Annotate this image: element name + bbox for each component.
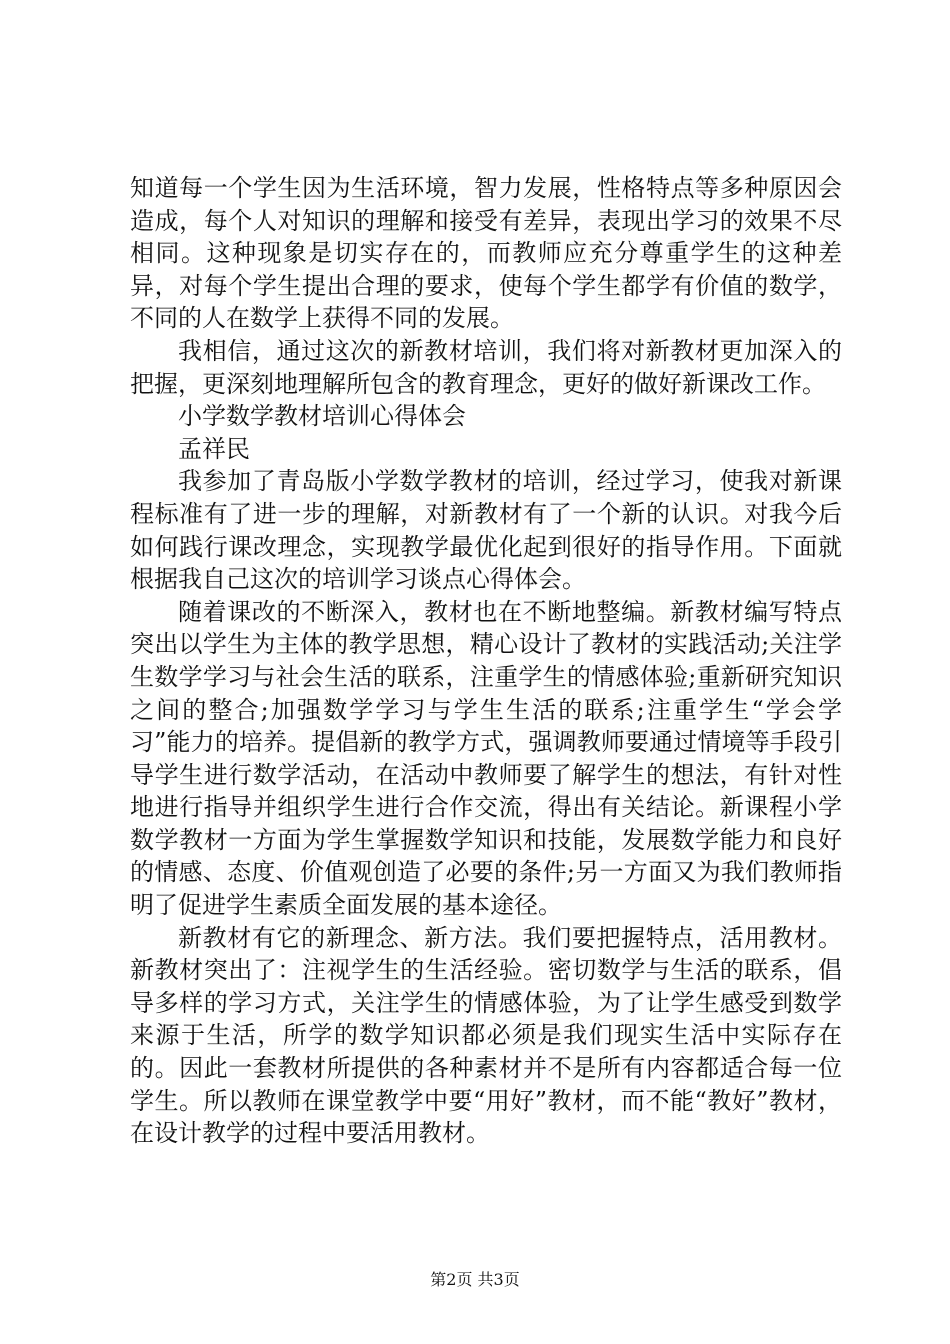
document-body: [130, 172, 842, 1150]
author-name: 孟祥民: [178, 434, 250, 463]
page-footer: 第2页 共3页: [430, 1270, 520, 1289]
paragraph-1: 知道每一个学生因为生活环境，智力发展，性格特点等多种原因会造成，每个人对知识的理解和接受有差异，表现出学习的效果不尽相同。这种现象是切实存在的，而教师应充分尊重学生的这种差异，对每个学生提出合理的要求，使每个学生都学有价值的数学，不同的人在数学上获得不同的发展。: [130, 174, 842, 333]
paragraph-4: 随着课改的不断深入，教材也在不断地整编。新教材编写特点突出以学生为主体的教学思想，精心设计了教材的实践活动;关注学生数学学习与社会生活的联系，注重学生的情感体验;重新研究知识之间的整合;加强数学学习与学生生活的联系;注重学生“学会学习”能力的培养。提倡新的教学方式，强调教师要通过情境等手段引导学生进行数学活动，在活动中教师要了解学生的想法，有针对性地进行指导并组织学生进行合作交流，得出有关结论。新课程小学数学教材一方面为学生掌握数学知识和技能，发展数学能力和良好的情感、态度、价值观创造了必要的条件;另一方面又为我们教师指明了促进学生素质全面发展的基本途径。: [130, 597, 842, 920]
paragraph-3: 我参加了青岛版小学数学教材的培训，经过学习，使我对新课程标准有了进一步的理解，对新教材有了一个新的认识。对我今后如何践行课改理念，实现教学最优化起到很好的指导作用。下面就根据我自己这次的培训学习谈点心得体会。: [130, 467, 842, 594]
section-title: 小学数学教材培训心得体会: [178, 402, 466, 431]
paragraph-5: 新教材有它的新理念、新方法。我们要把握特点，活用教材。新教材突出了：注视学生的生活经验。密切数学与生活的联系，倡导多样的学习方式，关注学生的情感体验，为了让学生感受到数学来源于生活，所学的数学知识都必须是我们现实生活中实际存在的。因此一套教材所提供的各种素材并不是所有内容都适合每一位学生。所以教师在课堂教学中要“用好”教材，而不能“教好”教材，在设计教学的过程中要活用教材。: [130, 923, 842, 1148]
paragraph-2: 我相信，通过这次的新教材培训，我们将对新教材更加深入的把握，更深刻地理解所包含的教育理念，更好的做好新课改工作。: [130, 336, 842, 398]
